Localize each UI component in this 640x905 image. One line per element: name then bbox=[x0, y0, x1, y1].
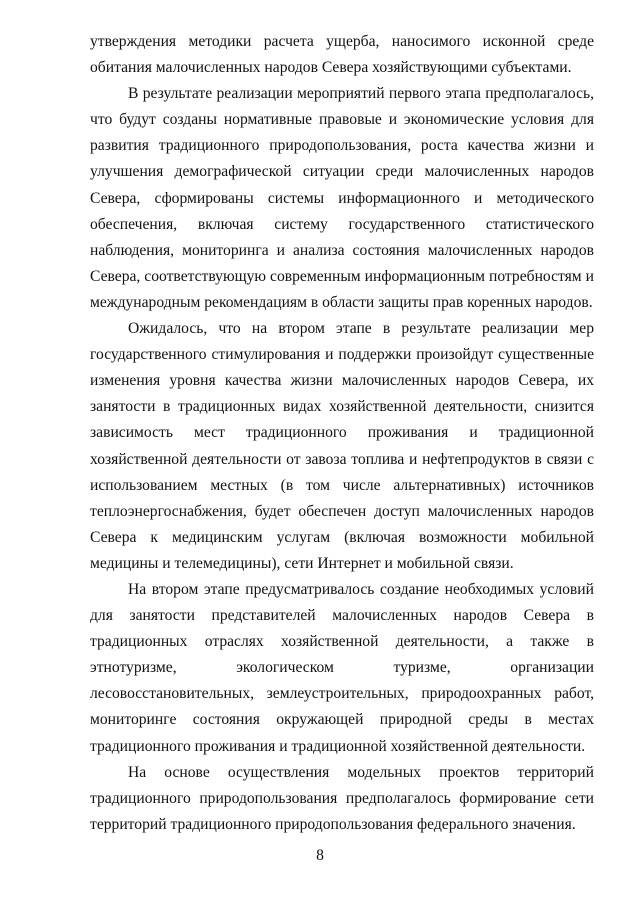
page-number: 8 bbox=[316, 847, 324, 864]
body-text bbox=[90, 29, 594, 838]
paragraph-second-stage-expectations: Ожидалось, что на втором этапе в результате реализации мер государственного стимулирования и поддержки произойдут существенные изменения уровня качества жизни малочисленных народов Севера, их занятости в традиционных видах хозяйственной деятельности, снизится зависимость мест традиционного проживания и традиционной хозяйственной деятельности от завоза топлива и нефтепродуктов в связи с использованием местных (в том числе альтернативных) источников теплоэнергоснабжения, будет обеспечен доступ малочисленных народов Севера к медицинским услугам (включая возможности мобильной медицины и телемедицины), сети Интернет и мобильной связи. bbox=[90, 320, 594, 572]
paragraph-model-projects: На основе осуществления модельных проектов территорий традиционного природопользования предполагалось формирование сети территорий традиционного природопользования федерального значения. bbox=[90, 763, 594, 833]
paragraph-continuation: утверждения методики расчета ущерба, наносимого исконной среде обитания малочисленных народов Севера хозяйствующими субъектами. bbox=[90, 33, 594, 77]
paragraph-first-stage-results: В результате реализации мероприятий первого этапа предполагалось, что будут созданы нормативные правовые и экономические условия для развития традиционного природопользования, роста качества жизни и улучшения демографической ситуации среди малочисленных народов Севера, сформированы системы информационного и методического обеспечения, включая систему государственного статистического наблюдения, мониторинга и анализа состояния малочисленных народов Севера, соответствующую современным информационным потребностям и международным рекомендациям в области защиты прав коренных народов. bbox=[90, 85, 594, 311]
paragraph-second-stage-employment: На втором этапе предусматривалось создание необходимых условий для занятости представителей малочисленных народов Севера в традиционных отраслях хозяйственной деятельности, а также в этнотуризме, экологическом туризме, организации лесовосстановительных, землеустроительных, природоохранных работ, мониторинге состояния окружающей природной среды в местах традиционного проживания и традиционной хозяйственной деятельности. bbox=[90, 580, 594, 755]
